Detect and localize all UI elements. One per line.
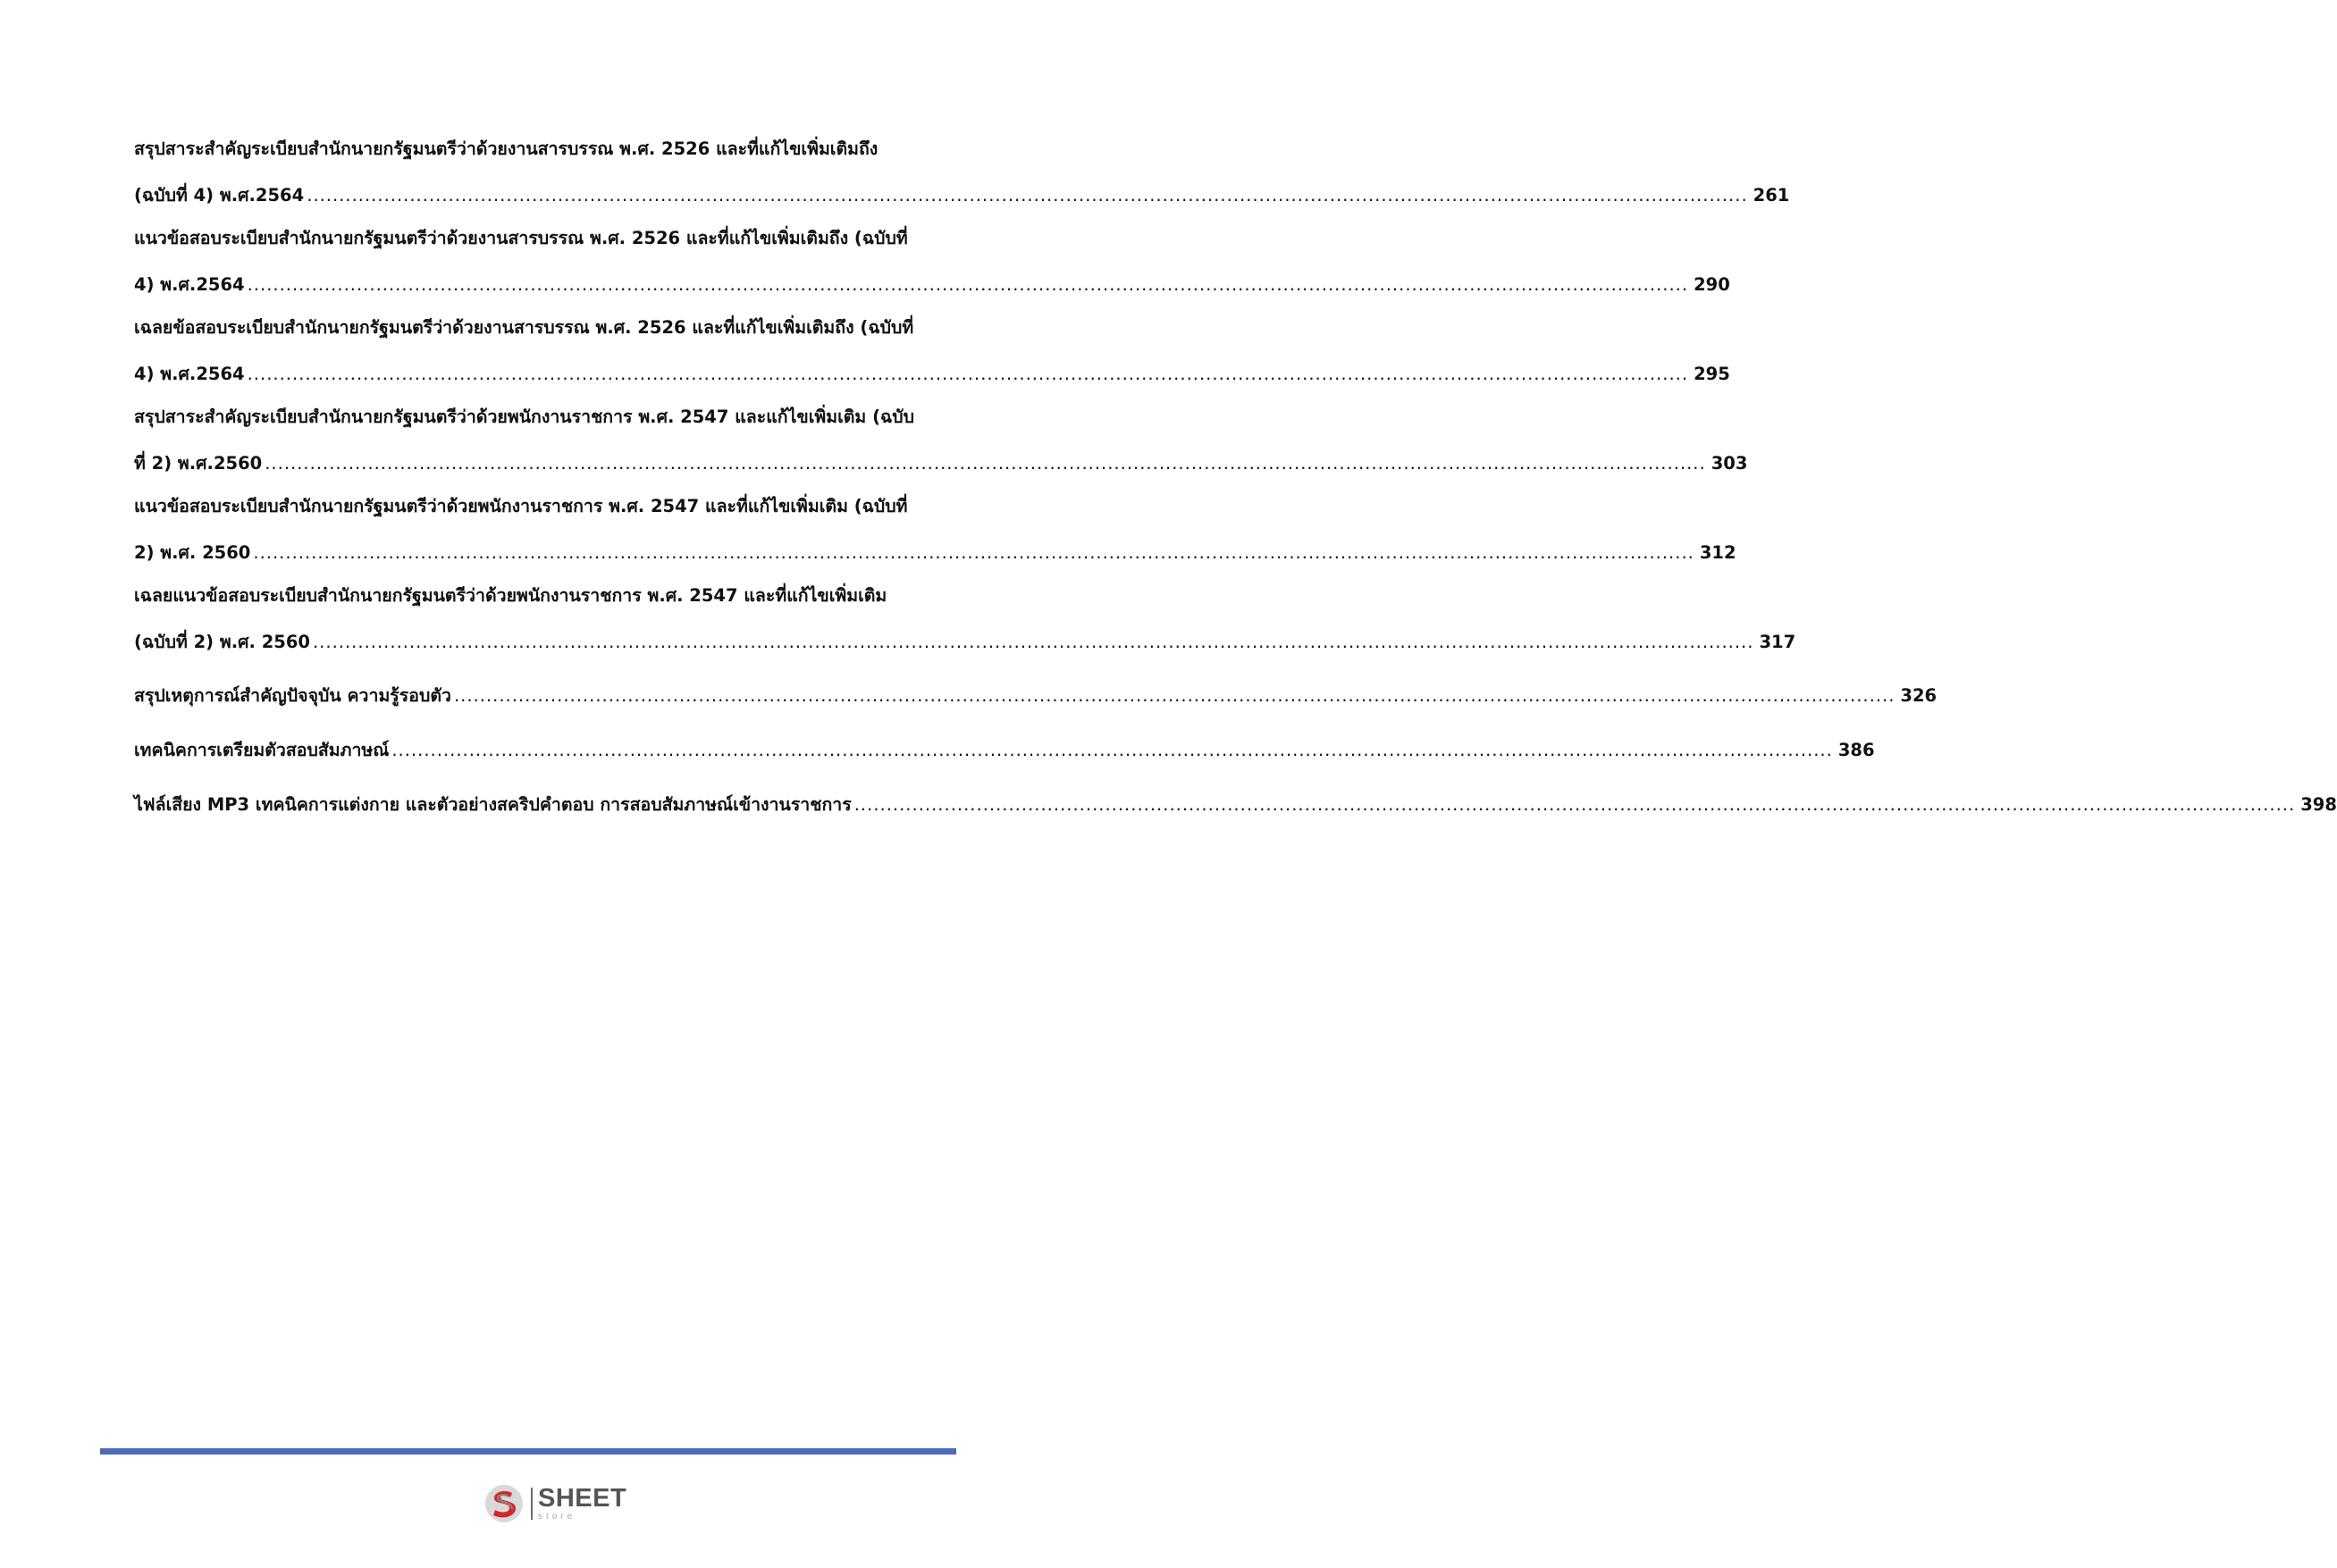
toc-entry-title-line1: แนวข้อสอบระเบียบสำนักนายกรัฐมนตรีว่าด้วยพนักงานราชการ พ.ศ. 2547 และที่แก้ไขเพิ่มเติม (ฉบับที่ xyxy=(134,496,908,516)
dot-leader: ................................................................................................................................................................................................................................ xyxy=(312,632,1754,652)
logo-subtitle: store xyxy=(538,1512,576,1522)
dot-leader: ................................................................................................................................................................................................................................ xyxy=(391,740,1833,760)
dot-leader: ................................................................................................................................................................................................................................ xyxy=(253,542,1694,563)
dot-leader: ................................................................................................................................................................................................................................ xyxy=(265,453,1706,474)
toc-page-number: 295 xyxy=(1694,364,1730,384)
toc-entry-title-line2: 4) พ.ศ.2564 xyxy=(134,274,245,295)
toc-page-number: 326 xyxy=(1900,685,1938,706)
toc-entry[interactable] xyxy=(134,311,1730,404)
toc-page-number: 312 xyxy=(1699,542,1736,563)
toc-entry[interactable] xyxy=(134,777,2337,832)
toc-entry-title-line2: ที่ 2) พ.ศ.2560 xyxy=(134,453,263,474)
table-of-contents xyxy=(134,132,2337,832)
toc-entry[interactable] xyxy=(134,579,1796,672)
dot-leader: ................................................................................................................................................................................................................................ xyxy=(247,364,1689,384)
toc-entry-title: สรุปเหตุการณ์สำคัญปัจจุบัน ความรู้รอบตัว xyxy=(134,685,451,706)
toc-entry-title-line2: (ฉบับที่ 4) พ.ศ.2564 xyxy=(134,185,305,205)
toc-entry[interactable] xyxy=(134,400,1748,493)
logo-s-icon xyxy=(483,1482,525,1525)
toc-page-number: 317 xyxy=(1759,632,1796,652)
toc-page-number: 261 xyxy=(1753,185,1790,205)
toc-entry-title-line1: สรุปสาระสำคัญระเบียบสำนักนายกรัฐมนตรีว่าด้วยพนักงานราชการ พ.ศ. 2547 และแก้ไขเพิ่มเติม (ฉบับ xyxy=(134,407,915,427)
toc-entry-title-line1: สรุปสาระสำคัญระเบียบสำนักนายกรัฐมนตรีว่าด้วยงานสารบรรณ พ.ศ. 2526 และที่แก้ไขเพิ่มเติมถึง xyxy=(134,138,878,159)
footer-rule xyxy=(100,1448,956,1455)
toc-entry[interactable] xyxy=(134,132,1790,225)
toc-entry-title-line2: 4) พ.ศ.2564 xyxy=(134,364,245,384)
sheet-store-logo xyxy=(483,1480,635,1527)
toc-entry-title-line1: เฉลยข้อสอบระเบียบสำนักนายกรัฐมนตรีว่าด้วยงานสารบรรณ พ.ศ. 2526 และที่แก้ไขเพิ่มเติมถึง (ฉบับที่ xyxy=(134,317,914,338)
dot-leader: ................................................................................................................................................................................................................................ xyxy=(247,274,1689,295)
toc-entry-title-line1: เฉลยแนวข้อสอบระเบียบสำนักนายกรัฐมนตรีว่าด้วยพนักงานราชการ พ.ศ. 2547 และที่แก้ไขเพิ่มเติม xyxy=(134,585,887,606)
toc-entry[interactable] xyxy=(134,723,1875,777)
toc-page-number: 290 xyxy=(1694,274,1730,295)
toc-entry-title-line2: (ฉบับที่ 2) พ.ศ. 2560 xyxy=(134,632,310,652)
toc-entry[interactable] xyxy=(134,222,1730,314)
toc-entry-title: ไฟล์เสียง MP3 เทคนิคการแต่งกาย และตัวอย่างสคริปคำตอบ การสอบสัมภาษณ์เข้างานราชการ xyxy=(134,794,852,815)
dot-leader: ................................................................................................................................................................................................................................ xyxy=(307,185,1748,205)
dot-leader: ................................................................................................................................................................................................................................ xyxy=(453,685,1896,706)
toc-entry[interactable] xyxy=(134,668,1938,723)
toc-entry-title: เทคนิคการเตรียมตัวสอบสัมภาษณ์ xyxy=(134,740,390,760)
dot-leader: ................................................................................................................................................................................................................................ xyxy=(853,794,2296,815)
toc-page-number: 303 xyxy=(1711,453,1748,474)
toc-entry-title-line1: แนวข้อสอบระเบียบสำนักนายกรัฐมนตรีว่าด้วยงานสารบรรณ พ.ศ. 2526 และที่แก้ไขเพิ่มเติมถึง (ฉบับที่ xyxy=(134,228,908,248)
logo-wordmark: SHEET xyxy=(538,1484,627,1513)
toc-page-number: 398 xyxy=(2300,794,2337,815)
logo-divider xyxy=(531,1488,533,1520)
toc-entry-title-line2: 2) พ.ศ. 2560 xyxy=(134,542,251,563)
toc-page-number: 386 xyxy=(1837,740,1875,760)
toc-entry[interactable] xyxy=(134,490,1736,583)
